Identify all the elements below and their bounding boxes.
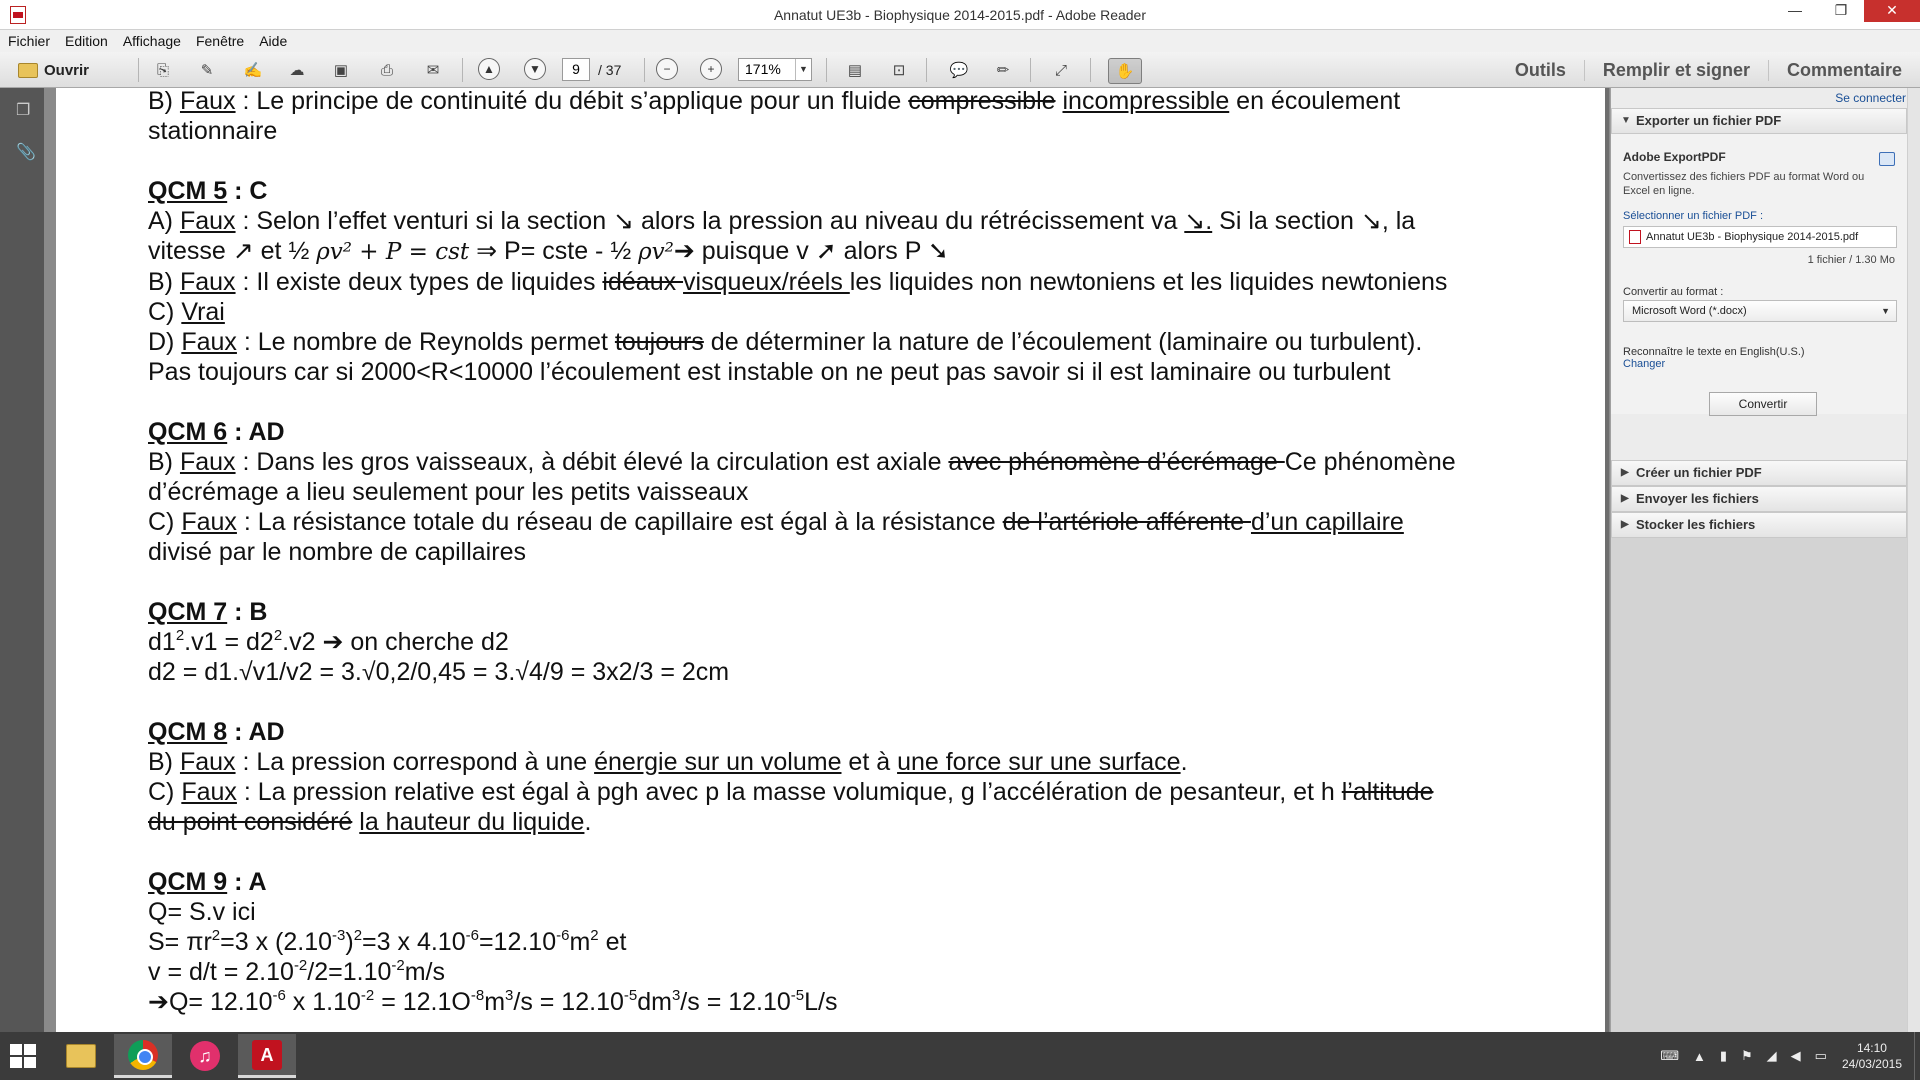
- panel-scrollbar[interactable]: [1907, 88, 1920, 1032]
- text-span: m/s: [404, 958, 446, 986]
- select-file-link[interactable]: Sélectionner un fichier PDF :: [1623, 210, 1764, 222]
- text-span: Pas toujours car si 2000<R<10000 l’écoulement est instable on ne peut pas savoir si il est laminaire ou turbulent: [148, 358, 1391, 386]
- menu-fichier[interactable]: Fichier: [8, 33, 51, 49]
- text-line: [148, 657, 1568, 687]
- underlined-text: visqueux/réels: [683, 268, 850, 296]
- viewport-edge: [1605, 88, 1609, 1032]
- page-total: / 37: [598, 62, 622, 78]
- highlight-icon[interactable]: ✏: [996, 62, 1010, 79]
- superscript: -2: [391, 957, 405, 974]
- open-label: Ouvrir: [44, 61, 90, 79]
- toolbar-divider: [644, 58, 645, 82]
- fit-page-icon[interactable]: ▤: [847, 62, 863, 79]
- zoom-in-button[interactable]: [700, 58, 722, 82]
- text-line: [148, 627, 1568, 657]
- create-pdf-icon[interactable]: ⎘: [156, 61, 169, 79]
- toolbar-divider: [1030, 58, 1031, 82]
- underlined-text: QCM 9: [148, 868, 228, 896]
- menu-affichage[interactable]: Affichage: [122, 33, 181, 49]
- text-span: m: [484, 988, 506, 1016]
- convert-button[interactable]: Convertir: [1709, 392, 1817, 416]
- zoom-out-button[interactable]: [656, 58, 678, 82]
- text-span: vitesse ↗ et ½: [148, 237, 317, 265]
- text-line: [148, 867, 1568, 897]
- folder-icon: [18, 63, 38, 78]
- store-files-header[interactable]: [1611, 512, 1907, 538]
- fit-width-icon[interactable]: ⊡: [892, 62, 906, 79]
- text-span: dm: [637, 988, 672, 1016]
- text-span: : Selon l’effet venturi si la section ↘ alors la pression au niveau du rétrécissement va: [235, 207, 1185, 235]
- text-span: en écoulement: [1229, 88, 1401, 115]
- arrow-up-icon: ▲: [478, 58, 500, 80]
- text-span: C): [148, 298, 182, 326]
- text-line: [148, 807, 1568, 837]
- sign-icon[interactable]: ✍: [243, 62, 263, 79]
- paragraph-gap: [148, 837, 1568, 867]
- struck-text: idéaux: [602, 268, 684, 296]
- underlined-text: incompressible: [1062, 88, 1230, 115]
- minimize-button[interactable]: —: [1788, 2, 1802, 18]
- battery-icon[interactable]: ▮: [1719, 1048, 1727, 1063]
- zoom-select[interactable]: [738, 58, 812, 81]
- close-button[interactable]: ✕: [1864, 0, 1920, 22]
- text-line: [148, 327, 1568, 357]
- struck-text: compressible: [908, 88, 1056, 115]
- text-span: L/s: [804, 988, 838, 1016]
- text-span: de déterminer la nature de l’écoulement (laminaire ou turbulent).: [703, 328, 1423, 356]
- text-span: et à: [841, 748, 898, 776]
- superscript: -3: [332, 927, 346, 944]
- paragraph-gap: [148, 387, 1568, 417]
- triangle-right-icon: ▶: [1621, 467, 1629, 478]
- struck-text: toujours: [614, 328, 704, 356]
- text-span: = 12.1O: [374, 988, 471, 1016]
- text-line: [148, 417, 1568, 447]
- text-span: : AD: [227, 418, 285, 446]
- superscript: -2: [360, 987, 375, 1004]
- export-description: Convertissez des fichiers PDF au format Word ou Excel en ligne.: [1623, 171, 1865, 197]
- menu-aide[interactable]: Aide: [259, 33, 288, 49]
- file-count: 1 fichier / 1.30 Mo: [1807, 254, 1895, 266]
- wifi-icon[interactable]: ◢: [1766, 1048, 1777, 1063]
- text-span: /s = 12.10: [513, 988, 624, 1016]
- attachments-icon[interactable]: 📎: [16, 144, 36, 161]
- superscript: 3: [505, 987, 514, 1004]
- text-line: [148, 116, 1568, 146]
- text-span: d’écrémage a lieu seulement pour les petits vaisseaux: [148, 478, 749, 506]
- text-span: C): [148, 508, 182, 536]
- underlined-text: QCM 6: [148, 418, 228, 446]
- export-pdf-header[interactable]: [1611, 108, 1907, 134]
- paragraph-gap: [148, 146, 1568, 176]
- menu-edition[interactable]: Edition: [65, 33, 108, 49]
- struck-text: l’altitude: [1341, 778, 1434, 806]
- text-span: B): [148, 748, 180, 776]
- underlined-text: Faux: [179, 748, 236, 776]
- superscript: -6: [465, 927, 479, 944]
- export-pdf-section: [1611, 134, 1907, 414]
- flag-icon[interactable]: ⚑: [1740, 1048, 1753, 1063]
- text-line: [148, 987, 1568, 1017]
- send-files-header[interactable]: [1611, 486, 1907, 512]
- task-panes: [1497, 52, 1920, 88]
- triangle-down-icon: ▼: [1621, 115, 1631, 126]
- text-span: .v1 = d2: [184, 628, 274, 656]
- superscript: 2: [353, 927, 363, 944]
- fill-sign-tab[interactable]: Remplir et signer: [1584, 60, 1768, 81]
- tools-panel: [1610, 88, 1920, 1032]
- text-span: : Il existe deux types de liquides: [235, 268, 603, 296]
- text-line: [148, 777, 1568, 807]
- text-span: =3 x 4.10: [362, 928, 466, 956]
- paragraph-gap: [148, 687, 1568, 717]
- text-span: /s = 12.10: [680, 988, 791, 1016]
- page-text: [148, 88, 1568, 1017]
- clock[interactable]: [1834, 1040, 1914, 1072]
- format-select[interactable]: [1623, 300, 1897, 322]
- text-span: A): [148, 207, 180, 235]
- superscript: 2: [211, 927, 221, 944]
- title-bar: [0, 0, 1920, 30]
- chevron-down-icon: ▼: [1881, 306, 1890, 316]
- create-pdf-header[interactable]: [1611, 460, 1907, 486]
- file-explorer-taskbar-button[interactable]: [52, 1034, 110, 1078]
- text-span: v = d/t = 2.10: [148, 958, 294, 986]
- text-line: [148, 267, 1568, 297]
- itunes-taskbar-button[interactable]: [176, 1034, 234, 1078]
- text-span: : La pression relative est égal à pgh avec p la masse volumique, g l’accélération de pesanteur, et h: [236, 778, 1342, 806]
- text-line: [148, 957, 1568, 987]
- toolbar-divider: [1090, 58, 1091, 82]
- tools-tab[interactable]: Outils: [1514, 59, 1566, 80]
- underlined-text: une force sur une surface: [897, 748, 1181, 776]
- text-span: .v2 ➔ on cherche d2: [282, 628, 509, 656]
- text-span: S= πr: [148, 928, 212, 956]
- adobe-reader-taskbar-button[interactable]: [238, 1034, 296, 1078]
- underlined-text: ↘.: [1184, 207, 1213, 235]
- previous-page-button[interactable]: [478, 58, 500, 82]
- system-tray: [1653, 1032, 1920, 1080]
- text-span: Si la section ↘, la: [1212, 207, 1416, 235]
- text-span: : Le nombre de Reynolds permet: [236, 328, 615, 356]
- toolbar-divider: [462, 58, 463, 82]
- text-span: ρv² + P = cst: [316, 239, 470, 265]
- underlined-text: la hauteur du liquide: [359, 808, 585, 836]
- text-span: ): [345, 928, 354, 956]
- underlined-text: QCM 7: [148, 598, 228, 626]
- text-line: [148, 747, 1568, 777]
- text-span: d2 = d1.√v1/v2 = 3.√0,2/0,45 = 3.√4/9 = 3x2/3 = 2cm: [148, 658, 730, 686]
- hand-icon: ✋: [1115, 63, 1135, 80]
- zoom-value: 171%: [745, 61, 781, 77]
- underlined-text: Vrai: [181, 298, 225, 326]
- text-span: =3 x (2.10: [220, 928, 333, 956]
- plus-icon: +: [700, 58, 722, 80]
- text-span: : La résistance totale du réseau de capillaire est égal à la résistance: [236, 508, 1003, 536]
- text-line: [148, 477, 1568, 507]
- text-span: ➔ puisque v ➚ alors P ➘: [673, 237, 949, 265]
- arrow-down-icon: ▼: [524, 58, 546, 80]
- selected-file[interactable]: [1623, 226, 1897, 248]
- document-viewport[interactable]: [44, 88, 1609, 1032]
- underlined-text: Faux: [181, 778, 237, 806]
- underlined-text: Faux: [181, 508, 237, 536]
- chevron-up-icon[interactable]: ▲: [1692, 1048, 1706, 1064]
- panel-empty-area: [1611, 538, 1907, 1032]
- superscript: -5: [790, 987, 805, 1004]
- fullscreen-icon[interactable]: ⤢: [1054, 61, 1067, 79]
- minus-icon: −: [656, 58, 678, 80]
- ocr-language-label: Reconnaître le texte en English(U.S.): [1623, 346, 1805, 358]
- chevron-down-icon: ▼: [795, 59, 811, 80]
- underlined-text: d’un capillaire: [1250, 508, 1404, 536]
- text-line: [148, 357, 1568, 387]
- underlined-text: Faux: [179, 88, 236, 115]
- clock-time: 14:10: [1856, 1041, 1887, 1055]
- underlined-text: QCM 5: [148, 177, 228, 205]
- export-pdf-header-label: Exporter un fichier PDF: [1636, 113, 1782, 128]
- triangle-right-icon: ▶: [1621, 493, 1629, 504]
- text-span: stationnaire: [148, 117, 278, 145]
- text-span: ⇒ P= cste - ½: [469, 237, 639, 265]
- taskbar: [0, 1032, 1920, 1080]
- toolbar: [0, 52, 1920, 88]
- text-span: : La pression correspond à une: [235, 748, 595, 776]
- text-span: ρv²: [638, 239, 674, 265]
- text-span: les liquides non newtoniens et les liquides newtoniens: [849, 268, 1448, 296]
- text-line: [148, 206, 1568, 236]
- text-span: C): [148, 778, 182, 806]
- text-line: [148, 537, 1568, 567]
- text-span: divisé par le nombre de capillaires: [148, 538, 526, 566]
- superscript: -8: [470, 987, 485, 1004]
- paragraph-gap: [148, 567, 1568, 597]
- comment-tab[interactable]: Commentaire: [1768, 60, 1920, 81]
- underlined-text: QCM 8: [148, 718, 228, 746]
- comment-icon[interactable]: 💬: [949, 62, 969, 79]
- adobe-reader-icon: A: [252, 1040, 282, 1070]
- pdf-page: [56, 88, 1606, 1032]
- print-icon[interactable]: ⎙: [380, 61, 393, 79]
- superscript: 2: [273, 627, 283, 644]
- triangle-right-icon: ▶: [1621, 519, 1629, 530]
- export-title: Adobe ExportPDF: [1623, 150, 1726, 164]
- cloud-upload-icon[interactable]: ☁: [289, 62, 305, 79]
- superscript: 2: [175, 627, 185, 644]
- next-page-button[interactable]: [524, 58, 546, 82]
- text-span: ➔Q= 12.10: [148, 988, 273, 1016]
- toolbar-divider: [826, 58, 827, 82]
- folder-icon: [66, 1044, 96, 1068]
- underlined-text: Faux: [181, 328, 237, 356]
- underlined-text: Faux: [179, 448, 236, 476]
- volume-icon[interactable]: ◀: [1790, 1048, 1801, 1063]
- superscript: 2: [590, 927, 599, 944]
- text-line: [148, 176, 1568, 206]
- text-span: D): [148, 328, 182, 356]
- struck-text: avec phénomène d’écrémage: [948, 448, 1285, 476]
- text-span: Ce phénomène: [1284, 448, 1456, 476]
- windows-start-icon[interactable]: [10, 1044, 36, 1068]
- edit-pdf-icon[interactable]: ✎: [200, 62, 214, 79]
- superscript: -6: [272, 987, 286, 1004]
- text-span: m: [569, 928, 591, 956]
- store-files-label: Stocker les fichiers: [1636, 517, 1756, 532]
- convert-format-label: Convertir au format :: [1623, 286, 1724, 298]
- text-line: [148, 717, 1568, 747]
- text-span: : B: [227, 598, 268, 626]
- window-title: Annatut UE3b - Biophysique 2014-2015.pdf - Adobe Reader: [773, 7, 1147, 23]
- sign-in-link[interactable]: Se connecter: [1835, 91, 1906, 105]
- show-desktop-button[interactable]: [1914, 1032, 1920, 1080]
- toolbar-divider: [926, 58, 927, 82]
- page-number-input[interactable]: 9: [562, 58, 590, 81]
- text-span: Q= S.v ici: [148, 898, 256, 926]
- itunes-icon: ♫: [190, 1041, 220, 1071]
- text-line: [148, 927, 1568, 957]
- text-span: /2=1.10: [307, 958, 392, 986]
- selected-file-name: Annatut UE3b - Biophysique 2014-2015.pdf: [1646, 231, 1859, 243]
- text-span: : A: [227, 868, 267, 896]
- pdf-file-icon: [1629, 230, 1641, 244]
- text-span: .: [1180, 748, 1188, 776]
- email-icon[interactable]: ✉: [426, 62, 440, 79]
- struck-text: de l’artériole afférente: [1002, 508, 1251, 536]
- chrome-icon: [128, 1040, 158, 1070]
- text-span: B): [148, 88, 180, 115]
- text-span: B): [148, 268, 180, 296]
- text-span: : Le principe de continuité du débit s’applique pour un fluide: [235, 88, 909, 115]
- text-span: d1: [148, 628, 176, 656]
- maximize-button[interactable]: ❐: [1834, 2, 1848, 18]
- text-span: .: [584, 808, 592, 836]
- open-button[interactable]: [18, 58, 104, 82]
- text-span: B): [148, 448, 180, 476]
- text-line: [148, 297, 1568, 327]
- create-pdf-label: Créer un fichier PDF: [1636, 465, 1762, 480]
- text-line: [148, 597, 1568, 627]
- struck-text: du point considéré: [148, 808, 353, 836]
- chrome-taskbar-button[interactable]: [114, 1034, 172, 1078]
- text-line: [148, 88, 1568, 116]
- menu-bar: [0, 30, 1920, 52]
- keyboard-icon[interactable]: ⌨: [1660, 1048, 1679, 1063]
- underlined-text: Faux: [179, 207, 236, 235]
- clock-date: 24/03/2015: [1841, 1057, 1902, 1071]
- text-span: : Dans les gros vaisseaux, à débit élevé la circulation est axiale: [235, 448, 949, 476]
- page-thumbnails-icon[interactable]: ❐: [16, 102, 31, 119]
- underlined-text: Faux: [179, 268, 236, 296]
- superscript: -5: [623, 987, 638, 1004]
- text-line: [148, 447, 1568, 477]
- superscript: 3: [671, 987, 681, 1004]
- superscript: -2: [293, 957, 308, 974]
- text-span: : C: [227, 177, 268, 205]
- text-span: =12.10: [478, 928, 557, 956]
- text-span: et: [598, 928, 627, 956]
- export-info-icon[interactable]: [1879, 152, 1895, 166]
- format-value: Microsoft Word (*.docx): [1632, 305, 1747, 317]
- hand-tool-button[interactable]: [1108, 58, 1142, 84]
- navigation-rail: [0, 88, 44, 1032]
- menu-fenetre[interactable]: Fenêtre: [195, 33, 245, 49]
- toolbar-divider: [138, 58, 139, 82]
- text-span: : AD: [227, 718, 285, 746]
- text-line: [148, 897, 1568, 927]
- notification-icon[interactable]: ▭: [1814, 1048, 1827, 1063]
- superscript: -6: [556, 927, 570, 944]
- text-line: [148, 236, 1568, 267]
- save-icon[interactable]: ▣: [333, 62, 349, 79]
- send-files-label: Envoyer les fichiers: [1636, 491, 1759, 506]
- text-line: [148, 507, 1568, 537]
- change-language-link[interactable]: Changer: [1623, 358, 1666, 370]
- text-span: x 1.10: [285, 988, 361, 1016]
- underlined-text: énergie sur un volume: [594, 748, 842, 776]
